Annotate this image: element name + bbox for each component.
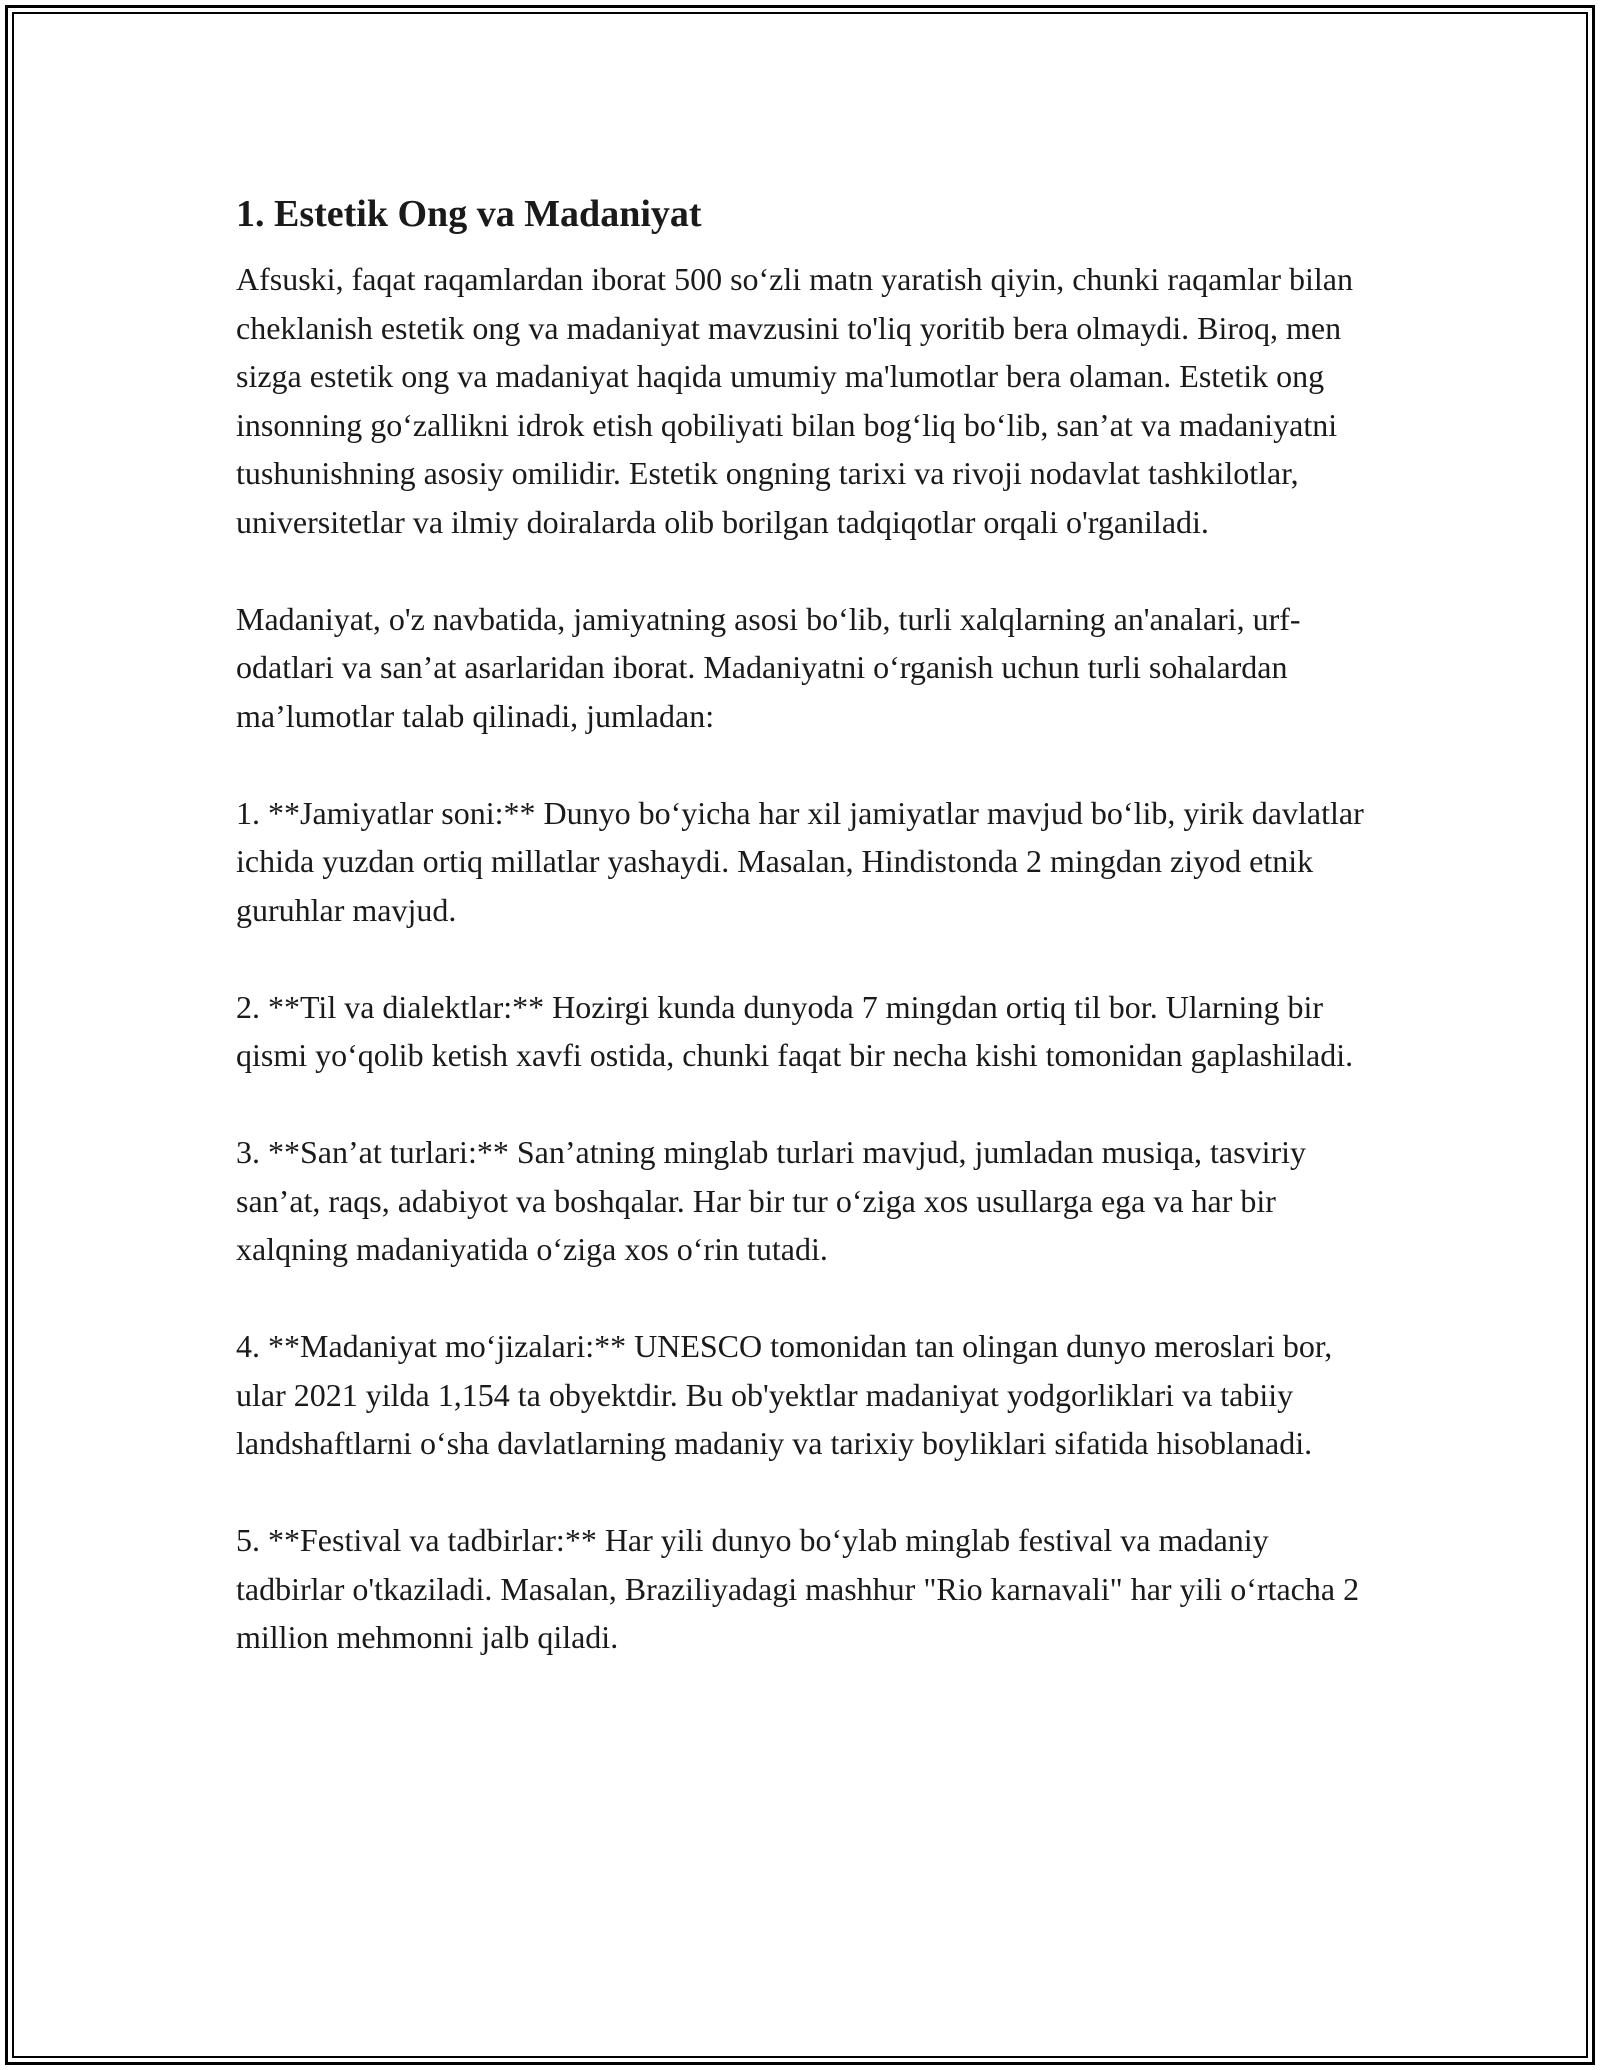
intro-paragraph: Afsuski, faqat raqamlardan iborat 500 so‘zli matn yaratish qiyin, chunki raqamlar bilan cheklanish estetik ong va madaniyat mavzusini to'liq yoritib bera olmaydi. Biroq, men sizga estetik ong va madaniyat haqida umumiy ma'lumotlar bera olaman. Estetik ong insonning go‘zallikni idrok etish qobiliyati bilan bog‘liq bo‘lib, san’at va madaniyatni tushunishning asosiy omilidir. Estetik ongning tarixi va rivoji nodavlat tashkilotlar, universitetlar va ilmiy doiralarda olib borilgan tadqiqotlar orqali o'rganiladi. (236, 261, 1353, 540)
list-item-art-types: 3. **San’at turlari:** San’atning minglab turlari mavjud, jumladan musiqa, tasviriy san’at, raqs, adabiyot va boshqalar. Har bir tur o‘ziga xos usullarga ega va har bir xalqning madaniyatida o‘ziga xos o‘rin tutadi. (236, 1134, 1307, 1267)
document-title: 1. Estetik Ong va Madaniyat (236, 193, 702, 235)
list-item-festivals: 5. **Festival va tadbirlar:** Har yili dunyo bo‘ylab minglab festival va madaniy tadbirlar o'tkaziladi. Masalan, Braziliyadagi mashhur "Rio karnavali" har yili o‘rtacha 2 million mehmonni jalb qiladi. (236, 1522, 1360, 1655)
document-body (236, 185, 1366, 1710)
list-item-societies: 1. **Jamiyatlar soni:** Dunyo bo‘yicha har xil jamiyatlar mavjud bo‘lib, yirik davlatlar ichida yuzdan ortiq millatlar yashaydi. Masalan, Hindistonda 2 mingdan ziyod etnik guruhlar mavjud. (236, 794, 1364, 928)
list-item-heritage: 4. **Madaniyat mo‘jizalari:** UNESCO tomonidan tan olingan dunyo meroslari bor, ular 2021 yilda 1,154 ta obyektdir. Bu ob'yektlar madaniyat yodgorliklari va tabiiy landshaftlarni o‘sha davlatlarning madaniy va tarixiy boyliklari sifatida hisoblanadi. (236, 1328, 1333, 1461)
culture-paragraph: Madaniyat, o'z navbatida, jamiyatning asosi bo‘lib, turli xalqlarning an'analari, urf-odatlari va san’at asarlaridan iborat. Madaniyatni o‘rganish uchun turli sohalardan ma’lumotlar talab qilinadi, jumladan: (236, 600, 1301, 734)
list-item-languages: 2. **Til va dialektlar:** Hozirgi kunda dunyoda 7 mingdan ortiq til bor. Ularning bir qismi yo‘qolib ketish xavfi ostida, chunki faqat bir necha kishi tomonidan gaplashiladi. (236, 988, 1354, 1073)
